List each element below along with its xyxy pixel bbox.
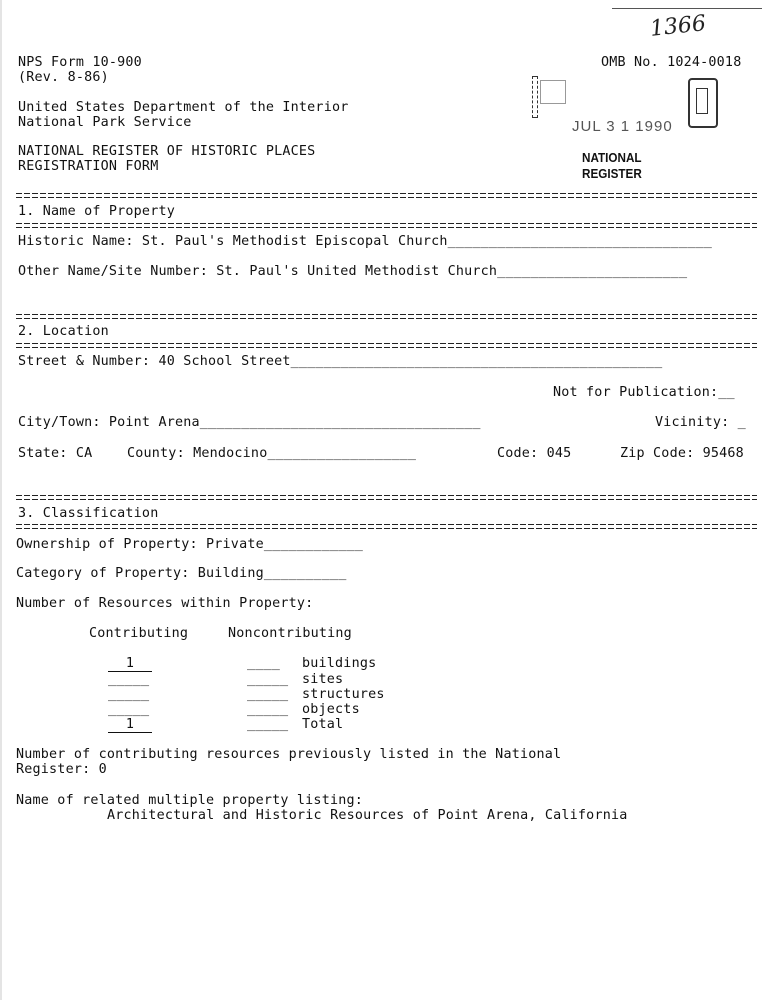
- noncontributing-count: _____: [247, 717, 289, 732]
- noncontributing-count: _____: [247, 687, 289, 702]
- previously-listed-line-1: Number of contributing resources previously listed in the National: [16, 747, 562, 762]
- resource-label: structures: [302, 687, 385, 702]
- contributing-count: 1: [108, 656, 152, 672]
- omb-number: OMB No. 1024-0018: [601, 55, 742, 70]
- previously-listed-line-2: Register: 0: [16, 762, 107, 777]
- register-title: NATIONAL REGISTER OF HISTORIC PLACES: [18, 144, 316, 159]
- multiple-listing-value: Architectural and Historic Resources of Point Arena, California: [107, 808, 628, 823]
- service-name: National Park Service: [18, 115, 192, 130]
- resource-label: Total: [302, 717, 344, 732]
- noncontributing-count: _____: [247, 702, 289, 717]
- resource-label: sites: [302, 672, 344, 687]
- not-for-publication-field: Not for Publication:__: [553, 385, 735, 400]
- contributing-header: Contributing: [89, 626, 189, 641]
- county-field: County: Mendocino__________________: [127, 446, 417, 461]
- section-2-heading: 2. Location: [18, 324, 109, 339]
- noncontributing-count: _____: [247, 672, 289, 687]
- contributing-count: _____: [108, 687, 150, 702]
- stamp-national: NATIONAL: [582, 150, 642, 165]
- divider-rule: [16, 494, 757, 502]
- section-3-heading: 3. Classification: [18, 506, 159, 521]
- contributing-count: 1: [108, 717, 152, 733]
- section-1-heading: 1. Name of Property: [18, 204, 175, 219]
- noncontributing-count: ____: [247, 656, 281, 671]
- resource-label: buildings: [302, 656, 377, 671]
- handwritten-number: 1366: [648, 11, 708, 42]
- divider-rule: [16, 342, 757, 350]
- divider-rule: [16, 523, 757, 531]
- resource-label: objects: [302, 702, 360, 717]
- category-field: Category of Property: Building__________: [16, 566, 347, 581]
- noncontributing-header: Noncontributing: [228, 626, 352, 641]
- contributing-count: _____: [108, 672, 150, 687]
- divider-rule: [16, 222, 757, 230]
- city-field: City/Town: Point Arena__________________________________: [18, 415, 481, 430]
- vicinity-field: Vicinity: _: [655, 415, 746, 430]
- street-field: Street & Number: 40 School Street_____________________________________________: [18, 354, 663, 369]
- zip-field: Zip Code: 95468: [620, 446, 744, 461]
- contributing-count: _____: [108, 702, 150, 717]
- resources-heading: Number of Resources within Property:: [16, 596, 314, 611]
- state-field: State: CA: [18, 446, 93, 461]
- form-title: REGISTRATION FORM: [18, 159, 159, 174]
- divider-rule: [16, 192, 757, 200]
- form-number: NPS Form 10-900: [18, 55, 142, 70]
- divider-rule: [16, 313, 757, 321]
- form-revision: (Rev. 8-86): [18, 70, 109, 85]
- ownership-field: Ownership of Property: Private____________: [16, 537, 363, 552]
- stamp-date: JUL 3 1 1990: [572, 118, 673, 135]
- other-name-field: Other Name/Site Number: St. Paul's United Methodist Church_______________________: [18, 264, 688, 279]
- scan-edge: [0, 0, 2, 1000]
- historic-name-field: Historic Name: St. Paul's Methodist Episcopal Church________________________________: [18, 234, 712, 249]
- top-rule: [612, 8, 762, 9]
- multiple-listing-label: Name of related multiple property listing:: [16, 793, 363, 808]
- stamp-register: REGISTER: [582, 166, 642, 181]
- code-field: Code: 045: [497, 446, 572, 461]
- department-name: United States Department of the Interior: [18, 100, 349, 115]
